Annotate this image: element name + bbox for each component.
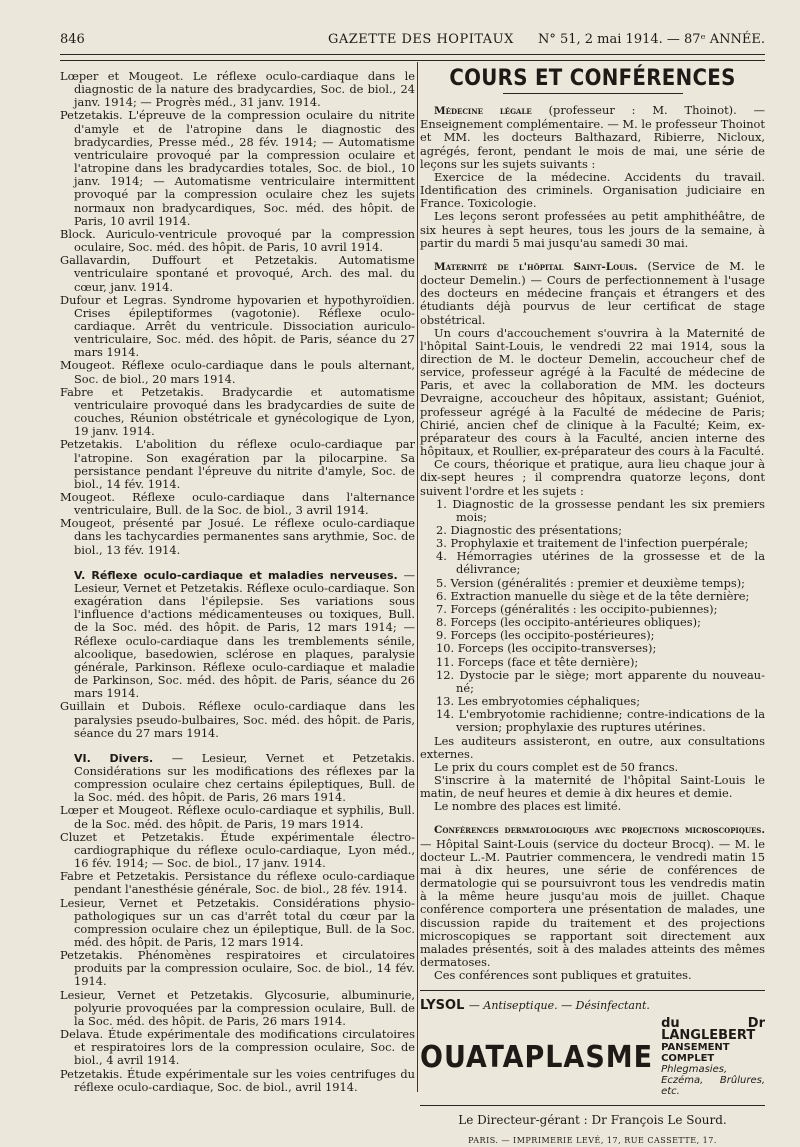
ouataplasme-maker: du Dr LANGLEBERT	[661, 1016, 765, 1044]
lesson-item: 12. Dystocie par le siège; mort apparente du nouveau-né;	[436, 667, 765, 695]
reference-entry: Guillain et Dubois. Réflexe oculo-cardiaque dans les paralysies pseudo-bulbaires, Soc. méd. des hôpit. de Paris, séance du 27 mars 1914.	[60, 699, 415, 740]
reference-entry: Cluzet et Petzetakis. Étude expérimentale électro-cardiographique du réflexe oculo-cardiaque, Lyon méd., 16 fév. 1914; — Soc. de biol., 17 janv. 1914.	[60, 829, 415, 871]
ouataplasme-details	[661, 1018, 765, 1097]
director-line: Le Directeur-gérant : Dr François Le Sourd.	[458, 1113, 727, 1128]
lesson-item: 5. Version (généralités : premier et deuxième temps);	[436, 575, 746, 590]
reference-list-c	[60, 804, 415, 1093]
dermatologie-p2: Ces conférences sont publiques et gratuites.	[434, 968, 692, 983]
section-v-text: — Lesieur, Vernet et Petzetakis. Réflexe oculo-cardiaque. Son exagération dans l'épilepsie. Ses variations sous l'influence d'actions médicamenteuses ou toxiques, Bull. de la Soc. méd. des hôpit. de Paris, 12 mars 1914; — Réflexe oculo-cardiaque dans les tremblements sénile, alcoolique, basedowien, sclérose en plaques, paralysie générale, Parkinson. Réflexe oculo-cardiaque et maladie de Parkinson, Soc. méd. des hôpit. de Paris, séance du 26 mars 1914.	[74, 567, 415, 701]
reference-entry: Gallavardin, Duffourt et Petzetakis. Automatisme ventriculaire spontané et provoqué, Arch. des mal. du cœur, janv. 1914.	[60, 253, 415, 294]
reference-entry: Mougeot. Réflexe oculo-cardiaque dans le pouls alternant, Soc. de biol., 20 mars 1914.	[60, 358, 415, 386]
lysol-ad	[420, 999, 765, 1012]
left-column	[60, 70, 415, 1094]
section-v-title: V. Réflexe oculo-cardiaque et maladies nerveuses.	[74, 568, 398, 582]
reference-entry: Mougeot, présenté par Josué. Le réflexe oculo-cardiaque dans les tachycardies permanentes sans arythmie, Soc. de biol., 13 fév. 1914.	[60, 516, 415, 557]
ouataplasme-product: PANSEMENT COMPLET	[661, 1042, 730, 1065]
lesson-item: 3. Prophylaxie et traitement de l'infection puerpérale;	[436, 536, 749, 551]
banner-rule	[503, 93, 683, 94]
reference-list-b	[60, 700, 415, 739]
lysol-name: LYSOL	[420, 998, 465, 1014]
lesson-item: 6. Extraction manuelle du siège et de la tête dernière;	[436, 588, 750, 603]
dermatologie	[420, 823, 765, 969]
reference-entry: Petzetakis. Étude expérimentale sur les voies centrifuges du réflexe oculo-cardiaque, Soc. de biol., avril 1914.	[60, 1066, 415, 1094]
lesson-item: 7. Forceps (généralités : les occipito-pubiennes);	[436, 601, 718, 616]
maternite-p2: Ce cours, théorique et pratique, aura lieu chaque jour à dix-sept heures ; il comprendra quatorze leçons, dont suivent l'ordre et les sujets :	[420, 457, 765, 498]
ad-rule-top	[420, 990, 765, 991]
maternite-text: (Service de M. le docteur Demelin.) — Cours de perfectionnement à l'usage des docteurs en médecine français et étrangers et des étudiants déjà pourvus de leur certificat de stage obstétrical.	[420, 258, 766, 327]
right-column	[420, 66, 766, 1147]
reference-entry: Fabre et Petzetakis. Bradycardie et automatisme ventriculaire provoqué dans les bradycardies de suite de couches, Réunion obstétricale et gynécologique de Lyon, 19 janv. 1914.	[60, 384, 415, 439]
maternite	[420, 260, 765, 327]
lesson-list	[420, 498, 765, 735]
reference-entry: Fabre et Petzetakis. Persistance du réflexe oculo-cardiaque pendant l'anesthésie générale, Soc. de biol., 28 fév. 1914.	[60, 869, 415, 897]
lesson-item: 8. Forceps (les occipito-antérieures obliques);	[436, 615, 701, 630]
reference-entry: Lœper et Mougeot. Réflexe oculo-cardiaque et syphilis, Bull. de la Soc. méd. des hôpit. de Paris, 19 mars 1914.	[60, 803, 415, 831]
lesson-item: 10. Forceps (les occipito-transverses);	[436, 641, 657, 656]
lesson-item: 14. L'embryotomie rachidienne; contre-indications de la version; prophylaxie des ruptures utérines.	[436, 707, 765, 735]
maternite-p6: Le nombre des places est limité.	[434, 799, 622, 814]
journal-title: GAZETTE DES HOPITAUX	[328, 32, 514, 47]
ml-subjects: Exercice de la médecine. Accidents du travail. Identification des criminels. Organisation judiciaire en France. Toxicologie.	[420, 169, 765, 211]
section-vi	[60, 752, 415, 805]
medecine-legale-text: (professeur : M. Thoinot). — Enseignement complémentaire. — M. le professeur Thoinot et MM. les docteurs Balthazard, Ribierre, Nicloux, agrégés, feront, pendant le mois de mai, une série de leçons sur les sujets suivants :	[420, 103, 765, 171]
maternite-title: Maternité de l'hôpital Saint-Louis.	[434, 260, 638, 273]
reference-entry: Lœper et Mougeot. Le réflexe oculo-cardiaque dans le diagnostic de la nature des bradycardies, Soc. de biol., 24 janv. 1914; — Progrès méd., 31 janv. 1914.	[60, 69, 415, 110]
lesson-item: 13. Les embryotomies céphaliques;	[436, 694, 641, 709]
header-rule-thin	[60, 60, 765, 61]
reference-entry: Lesieur, Vernet et Petzetakis. Glycosurie, albuminurie, polyurie provoquées par la compression oculaire, Bull. de la Soc. méd. des hôpit. de Paris, 26 mars 1914.	[60, 987, 415, 1028]
reference-entry: Delava. Étude expérimentale des modifications circulatoires et respiratoires lors de la compression oculaire, Soc. de biol., 4 avril 1914.	[60, 1027, 415, 1068]
lysol-tagline: — Antiseptique. — Désinfectant.	[468, 999, 650, 1013]
lesson-item: 9. Forceps (les occipito-postérieures);	[436, 628, 655, 643]
maternite-p3: Les auditeurs assisteront, en outre, aux consultations externes.	[420, 733, 765, 761]
issue-info: N° 51, 2 mai 1914. — 87ᵉ ANNÉE.	[537, 32, 765, 47]
reference-entry: Dufour et Legras. Syndrome hypovarien et hypothyroïdien. Crises épileptiformes (vagotonie). Réflexe oculo-cardiaque. Arrêt du ventricule. Dissociation auriculo-ventriculaire, Soc. méd. des hôpit. de Paris, séance du 27 mars 1914.	[60, 292, 415, 360]
ouataplasme-uses: Phlegmasies, Eczéma, Brûlures, etc.	[661, 1064, 765, 1098]
medecine-legale-title: Médecine légale	[434, 105, 532, 118]
maternite-p5: S'inscrire à la maternité de l'hôpital Saint-Louis le matin, de neuf heures et demie à dix heures et demie.	[420, 772, 765, 801]
maternite-p1: Un cours d'accouchement s'ouvrira à la Maternité de l'hôpital Saint-Louis, le vendredi 22 mai 1914, sous la direction de M. le docteur Demelin, accoucheur chef de service, professeur agrégé à la Faculté de médecine de Paris, et avec la collaboration de MM. les docteurs Devraigne, accoucheur des hôpitaux, assistant; Guéniot, professeur agrégé à la Faculté de médecine de Paris; Chirié, ancien chef de clinique à la Faculté; Keim, ex-préparateur des cours à la Faculté, ancien interne des hôpitaux, et Roullier, ex-préparateur des cours à la Faculté.	[420, 325, 765, 459]
reference-entry: Block. Auriculo-ventricule provoqué par la compression oculaire, Soc. méd. des hôpit. de Paris, 10 avril 1914.	[60, 226, 415, 255]
reference-entry: Lesieur, Vernet et Petzetakis. Considérations physio-pathologiques sur un cas d'arrêt total du cœur par la compression oculaire chez un épileptique, Bull. de la Soc. méd. des hôpit. de Paris, 12 mars 1914.	[60, 895, 415, 949]
maternite-p4: Le prix du cours complet est de 50 francs.	[434, 759, 679, 774]
lesson-item: 11. Forceps (face et tête dernière);	[436, 654, 639, 669]
lesson-item: 1. Diagnostic de la grossesse pendant les six premiers mois;	[436, 496, 765, 524]
ouataplasme-name: OUATAPLASME	[420, 1040, 654, 1076]
running-header	[60, 29, 765, 51]
header-rule	[60, 54, 765, 55]
reference-entry: Petzetakis. L'abolition du réflexe oculo-cardiaque par l'atropine. Son exagération par la pilocarpine. Sa persistance pendant l'épreuve du nitrite d'amyle, Soc. de biol., 14 fév. 1914.	[60, 437, 415, 491]
reference-entry: Petzetakis. L'épreuve de la compression oculaire du nitrite d'amyle et de l'atropine dans le diagnostic des bradycardies, Presse méd., 28 fév. 1914; — Automatisme ventriculaire provoqué par la compression oculaire et l'atropine dans les bradycardies totales, Soc. de biol., 10 janv. 1914; — Automatisme ventriculaire intermittent provoqué par la compression oculaire chez les sujets normaux non bradycardiques, Soc. méd. des hôpit. de Paris, 10 avril 1914.	[60, 108, 415, 228]
reference-list-a	[60, 70, 415, 557]
ad-rule-bottom	[420, 1105, 765, 1106]
section-vi-title: VI. Divers.	[74, 751, 154, 765]
section-banner: COURS ET CONFÉRENCES	[449, 66, 736, 91]
ouataplasme-ad	[420, 1018, 765, 1097]
page-number: 846	[60, 32, 85, 47]
ml-schedule: Les leçons seront professées au petit amphithéâtre, de six heures à sept heures, tous les jours de la semaine, à partir du mardi 5 mai jusqu'au samedi 30 mai.	[420, 209, 765, 250]
lesson-item: 2. Diagnostic des présentations;	[436, 523, 622, 537]
column-rule	[417, 62, 418, 1092]
section-vi-text: — Lesieur, Vernet et Petzetakis. Considérations sur les modifications des réflexes par la compression oculaire chez certains épileptiques, Bull. de la Soc. méd. des hôpit. de Paris, 26 mars 1914.	[74, 750, 415, 805]
medecine-legale	[420, 104, 765, 171]
section-v	[60, 569, 415, 701]
lesson-item: 4. Hémorragies utérines de la grossesse et de la délivrance;	[436, 549, 765, 577]
reference-entry: Petzetakis. Phénomènes respiratoires et circulatoires produits par la compression oculaire, Soc. de biol., 14 fév. 1914.	[60, 948, 415, 989]
printer-imprint: PARIS. — IMPRIMERIE LEVÉ, 17, RUE CASSETTE, 17.	[468, 1135, 717, 1145]
reference-entry: Mougeot. Réflexe oculo-cardiaque dans l'alternance ventriculaire, Bull. de la Soc. de biol., 3 avril 1914.	[60, 490, 415, 518]
dermatologie-title: Conférences dermatologiques avec projections microscopiques.	[434, 824, 765, 837]
dermatologie-text: — Hôpital Saint-Louis (service du docteur Brocq). — M. le docteur L.-M. Pautrier commencera, le vendredi matin 15 mai à dix heures, une série de conférences de dermatologie qui se poursuivront tous les vendredis matin à la même heure jusqu'au mois de juillet. Chaque conférence comportera une présentation de malades, une discussion rapide du traitement et des projections microscopiques se rapportant soit directement aux malades présentés, soit à des malades atteints des mêmes dermatoses.	[420, 836, 765, 969]
